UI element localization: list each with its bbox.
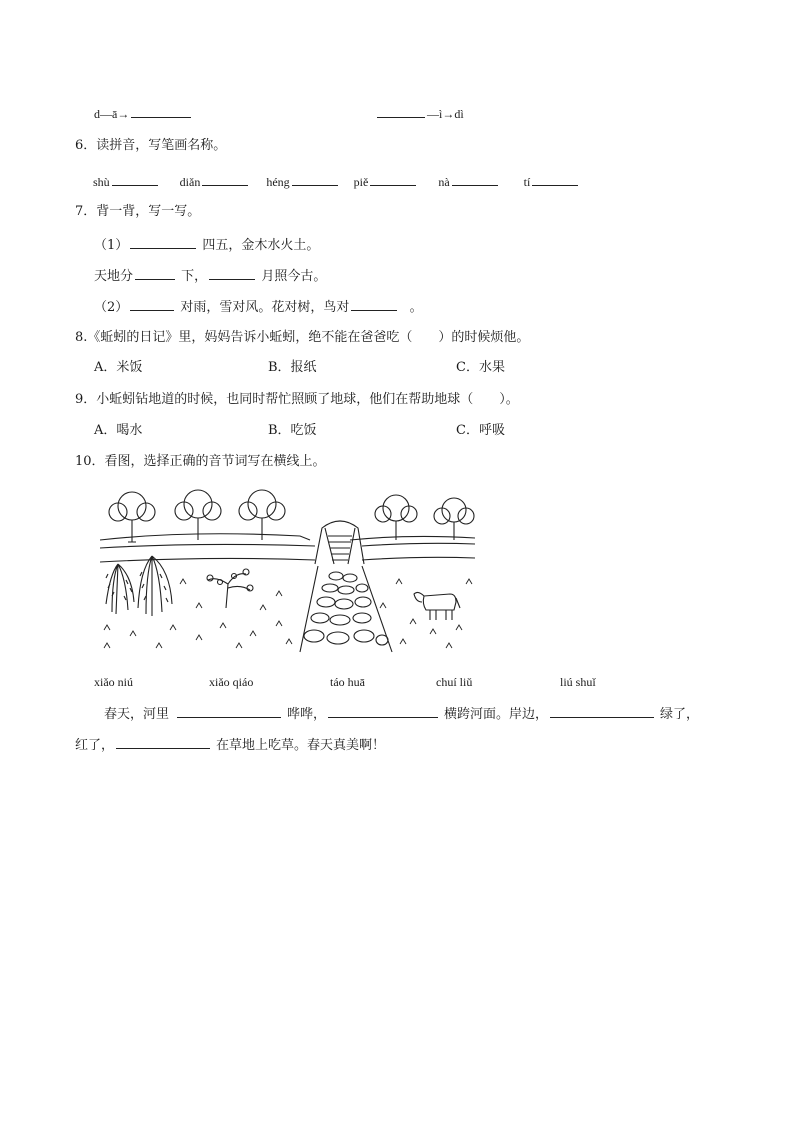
q6-item-4: piě (353, 175, 369, 189)
tree-icon (109, 492, 155, 542)
q7-line2 (94, 266, 326, 286)
q10-word-3: táo huā (330, 675, 365, 689)
q10-word-2: xiǎo qiáo (209, 675, 254, 689)
q10-word-1: xiǎo niú (94, 675, 133, 689)
q6-item-6: tí (523, 175, 531, 189)
q6-item-1: shù (93, 175, 110, 189)
q10-blank-4[interactable] (116, 735, 210, 749)
q6-blank-4[interactable] (370, 172, 416, 186)
q5-left (94, 104, 193, 123)
q10-title: 10．看图，选择正确的音节词写在横线上。 (75, 454, 326, 469)
q7-line1 (94, 235, 319, 255)
q10-s1-d: 绿了， (660, 707, 700, 722)
q8-title: 8.《蚯蚓的日记》里，妈妈告诉小蚯蚓，绝不能在爸爸吃（ ）的时候烦他。 (75, 330, 530, 345)
q10-s1-a: 春天，河里 (104, 707, 170, 722)
q6-item-3: héng (266, 175, 290, 189)
bridge-icon (315, 521, 364, 564)
q8-option-a[interactable]: A．米饭 (94, 360, 143, 375)
q10-blank-2[interactable] (328, 704, 438, 718)
q5-blank-2[interactable] (377, 104, 425, 118)
q6-blank-2[interactable] (202, 172, 248, 186)
q5-left-text: d—ā→ (94, 107, 130, 121)
spring-scene-illustration (100, 484, 475, 654)
q10-sentence-2 (75, 735, 385, 755)
q10-word-4: chuí liǔ (436, 675, 473, 689)
q7-blank-3[interactable] (209, 266, 255, 280)
q7-line1-text: 四五，金木水火土。 (202, 238, 320, 253)
q7-num-2: （2） (94, 300, 129, 315)
tree-icon (434, 498, 474, 540)
q10-s1-b: 哗哗， (287, 707, 327, 722)
q10-s2-a: 红了， (75, 738, 115, 753)
q7-blank-5[interactable] (351, 297, 397, 311)
q10-s1-c: 横跨河面。岸边， (444, 707, 549, 722)
q5-right-text: —ì→dì (427, 107, 464, 121)
q10-blank-3[interactable] (550, 704, 654, 718)
q6-blank-5[interactable] (452, 172, 498, 186)
calf-icon (414, 592, 460, 620)
q9-option-c[interactable]: C．呼吸 (456, 423, 505, 438)
q10-s2-b: 在草地上吃草。春天真美啊！ (216, 738, 386, 753)
q10-blank-1[interactable] (177, 704, 281, 718)
q7-line2-c: 月照今古。 (261, 269, 327, 284)
tree-icon (175, 490, 221, 540)
tree-icon (375, 495, 417, 540)
q9-option-a[interactable]: A．喝水 (94, 423, 143, 438)
q8-option-b[interactable]: B．报纸 (268, 360, 317, 375)
q7-line2-b: 下， (181, 269, 208, 284)
q6-blank-6[interactable] (532, 172, 578, 186)
q6-title: 6．读拼音，写笔画名称。 (75, 138, 227, 153)
q7-blank-1[interactable] (130, 235, 196, 249)
willow-tree-icon (106, 556, 172, 616)
q6-item-5: nà (438, 175, 450, 189)
q7-line3 (94, 297, 423, 317)
tree-icon (239, 490, 285, 540)
q10-word-5: liú shuǐ (560, 675, 596, 689)
q9-option-b[interactable]: B．吃饭 (268, 423, 317, 438)
q7-line3-end: 。 (409, 300, 423, 315)
q7-line3-a: 对雨，雪对风。花对树，鸟对 (180, 300, 350, 315)
q5-blank-1[interactable] (131, 104, 191, 118)
q6-item-2: diǎn (179, 175, 201, 189)
q10-sentence-1 (104, 704, 699, 724)
q6-blank-3[interactable] (292, 172, 338, 186)
q7-line2-a: 天地分 (94, 269, 134, 284)
q6-blank-1[interactable] (112, 172, 158, 186)
peach-tree-icon (207, 569, 253, 608)
q8-option-c[interactable]: C．水果 (456, 360, 505, 375)
q7-title: 7．背一背，写一写。 (75, 204, 201, 219)
q7-blank-2[interactable] (135, 266, 175, 280)
q7-num-1: （1） (94, 238, 129, 253)
q9-title: 9．小蚯蚓钻地道的时候，也同时帮忙照顾了地球，他们在帮助地球（ ）。 (75, 392, 519, 407)
q6-items (93, 172, 580, 191)
q5-right (375, 104, 464, 123)
q7-blank-4[interactable] (130, 297, 174, 311)
